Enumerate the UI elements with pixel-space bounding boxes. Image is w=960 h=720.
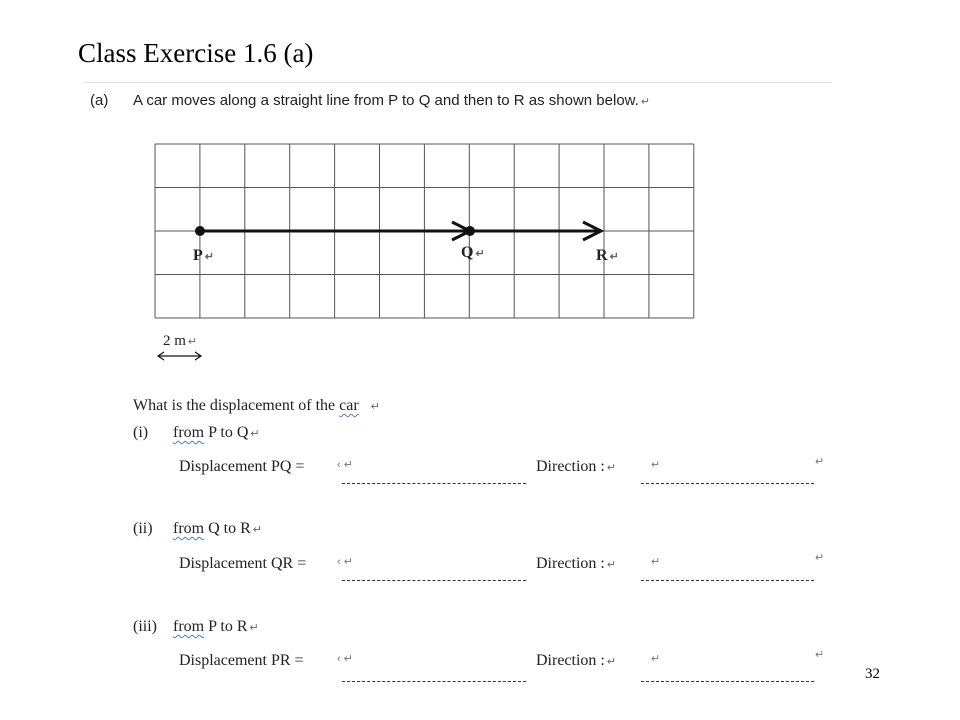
displacement-pr-label: Displacement PR = xyxy=(179,652,304,669)
answer-marker: ↵ xyxy=(651,653,661,665)
answer-marker: ↵ xyxy=(815,649,825,661)
direction-pr-answer-line[interactable] xyxy=(641,681,814,682)
direction-pq-answer-line[interactable] xyxy=(641,483,814,484)
question-label: (a) xyxy=(90,92,109,109)
part-iii-number: (iii) xyxy=(133,618,157,635)
part-ii-number: (ii) xyxy=(133,520,153,537)
part-ii-text: from Q to R ↵ xyxy=(173,520,262,537)
scale-label: 2 m ↵ xyxy=(163,333,198,349)
part-i-number: (i) xyxy=(133,424,149,441)
point-q-dot xyxy=(465,226,475,236)
prompt-text: What is the displacement of the car ↵ xyxy=(133,397,380,414)
displacement-pr-answer-line[interactable] xyxy=(342,681,526,682)
direction-qr-label: Direction : ↵ xyxy=(536,555,617,572)
answer-marker: ↵ xyxy=(815,456,825,468)
page-number: 32 xyxy=(865,666,880,682)
label-p: P ↵ xyxy=(193,247,214,264)
label-q: Q ↵ xyxy=(461,244,485,261)
part-iii-text: from P to R ↵ xyxy=(173,618,259,635)
answer-marker: ↵ xyxy=(651,556,661,568)
direction-pq-label: Direction : ↵ xyxy=(536,458,617,475)
slide-title: Class Exercise 1.6 (a) xyxy=(78,38,314,68)
answer-marker: ↵ xyxy=(651,459,661,471)
answer-marker: ‹ ↵ xyxy=(337,459,353,471)
answer-marker: ↵ xyxy=(815,552,825,564)
answer-marker: ‹ ↵ xyxy=(337,556,353,568)
direction-qr-answer-line[interactable] xyxy=(641,580,814,581)
part-i-text: from P to Q ↵ xyxy=(173,424,260,441)
displacement-pq-label: Displacement PQ = xyxy=(179,458,305,475)
answer-marker: ‹ ↵ xyxy=(337,653,353,665)
displacement-pq-answer-line[interactable] xyxy=(342,483,526,484)
point-p-dot xyxy=(195,226,205,236)
displacement-qr-label: Displacement QR = xyxy=(179,555,307,572)
direction-pr-label: Direction : ↵ xyxy=(536,652,617,669)
question-text: A car moves along a straight line from P to Q and then to R as shown below. ↵ xyxy=(133,92,651,109)
displacement-qr-answer-line[interactable] xyxy=(342,580,526,581)
label-r: R ↵ xyxy=(596,247,619,264)
